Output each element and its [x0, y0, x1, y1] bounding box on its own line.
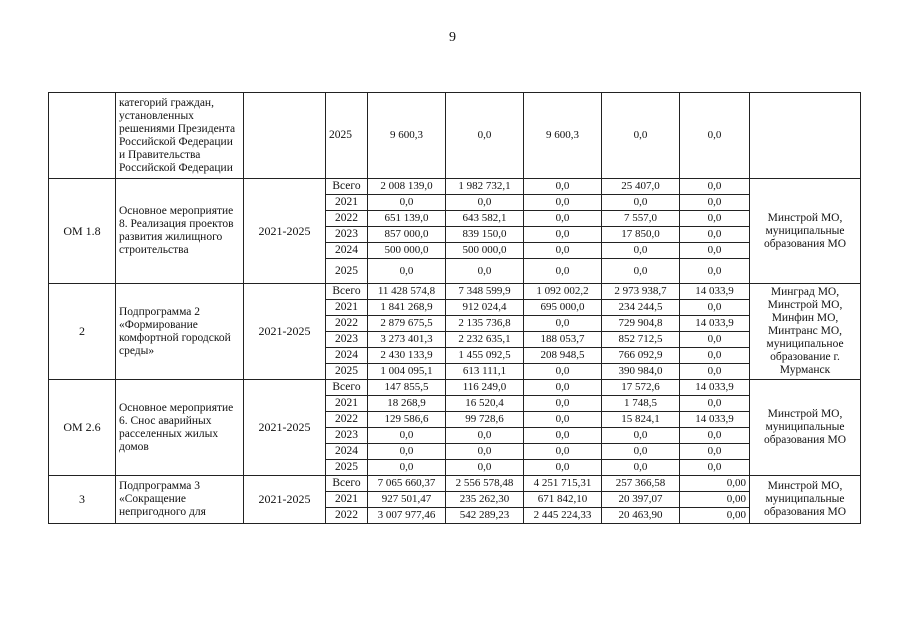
value-cell: 0,00 — [680, 476, 750, 492]
value-cell: 0,0 — [524, 444, 602, 460]
value-cell: 0,0 — [680, 428, 750, 444]
row-year: 2022 — [326, 412, 368, 428]
value-cell: 0,0 — [602, 460, 680, 476]
value-cell: 729 904,8 — [602, 316, 680, 332]
value-cell: 542 289,23 — [446, 508, 524, 524]
value-cell: 927 501,47 — [368, 492, 446, 508]
value-cell: 16 520,4 — [446, 396, 524, 412]
value-cell: 839 150,0 — [446, 227, 524, 243]
value-cell: 0,0 — [524, 396, 602, 412]
value-cell: 1 982 732,1 — [446, 179, 524, 195]
value-cell: 0,0 — [680, 348, 750, 364]
value-cell: 7 557,0 — [602, 211, 680, 227]
row-year: 2021 — [326, 396, 368, 412]
value-cell: 0,0 — [524, 227, 602, 243]
value-cell: 188 053,7 — [524, 332, 602, 348]
row-responsible: Минстрой МО, муниципальные образования МО — [750, 476, 861, 524]
value-cell: 0,0 — [524, 316, 602, 332]
row-period: 2021-2025 — [244, 284, 326, 380]
value-cell: 390 984,0 — [602, 364, 680, 380]
value-cell: 0,0 — [524, 211, 602, 227]
value-cell: 3 007 977,46 — [368, 508, 446, 524]
value-cell: 14 033,9 — [680, 316, 750, 332]
value-cell: 0,0 — [524, 259, 602, 284]
value-cell: 0,0 — [524, 380, 602, 396]
row-description: Основное мероприятие 8. Реализация проектов развития жилищного строительства — [116, 179, 244, 284]
value-cell: 671 842,10 — [524, 492, 602, 508]
value-cell: 0,00 — [680, 492, 750, 508]
row-description: Основное мероприятие 6. Снос аварийных расселенных жилых домов — [116, 380, 244, 476]
value-cell: 2 008 139,0 — [368, 179, 446, 195]
row-year: 2025 — [326, 93, 368, 179]
row-year: 2023 — [326, 428, 368, 444]
value-cell: 0,0 — [680, 259, 750, 284]
value-cell: 2 556 578,48 — [446, 476, 524, 492]
value-cell: 0,0 — [446, 93, 524, 179]
value-cell: 116 249,0 — [446, 380, 524, 396]
value-cell: 695 000,0 — [524, 300, 602, 316]
row-description: Подпрограмма 2 «Формирование комфортной городской среды» — [116, 284, 244, 380]
value-cell: 2 135 736,8 — [446, 316, 524, 332]
value-cell: 20 397,07 — [602, 492, 680, 508]
row-year: 2025 — [326, 460, 368, 476]
row-year: Всего — [326, 179, 368, 195]
value-cell: 643 582,1 — [446, 211, 524, 227]
row-year: 2021 — [326, 195, 368, 211]
value-cell: 1 455 092,5 — [446, 348, 524, 364]
row-year: Всего — [326, 284, 368, 300]
value-cell: 1 748,5 — [602, 396, 680, 412]
value-cell: 852 712,5 — [602, 332, 680, 348]
value-cell: 1 841 268,9 — [368, 300, 446, 316]
row-period — [244, 93, 326, 179]
value-cell: 0,00 — [680, 508, 750, 524]
value-cell: 2 232 635,1 — [446, 332, 524, 348]
table-row — [49, 93, 861, 179]
value-cell: 0,0 — [446, 444, 524, 460]
value-cell: 14 033,9 — [680, 380, 750, 396]
value-cell: 235 262,30 — [446, 492, 524, 508]
value-cell: 1 092 002,2 — [524, 284, 602, 300]
value-cell: 0,0 — [446, 460, 524, 476]
value-cell: 2 445 224,33 — [524, 508, 602, 524]
value-cell: 0,0 — [446, 195, 524, 211]
value-cell: 2 430 133,9 — [368, 348, 446, 364]
value-cell: 1 004 095,1 — [368, 364, 446, 380]
value-cell: 4 251 715,31 — [524, 476, 602, 492]
value-cell: 0,0 — [680, 460, 750, 476]
row-responsible: Минстрой МО, муниципальные образования МО — [750, 179, 861, 284]
value-cell: 0,0 — [446, 259, 524, 284]
value-cell: 0,0 — [602, 259, 680, 284]
value-cell: 0,0 — [680, 364, 750, 380]
value-cell: 0,0 — [680, 93, 750, 179]
row-year: 2024 — [326, 348, 368, 364]
value-cell: 613 111,1 — [446, 364, 524, 380]
value-cell: 0,0 — [446, 428, 524, 444]
value-cell: 0,0 — [524, 428, 602, 444]
value-cell: 0,0 — [368, 460, 446, 476]
value-cell: 0,0 — [368, 444, 446, 460]
row-description: Подпрограмма 3 «Сокращение непригодного для — [116, 476, 244, 524]
value-cell: 17 572,6 — [602, 380, 680, 396]
value-cell: 0,0 — [524, 460, 602, 476]
row-year: Всего — [326, 476, 368, 492]
value-cell: 0,0 — [602, 195, 680, 211]
value-cell: 651 139,0 — [368, 211, 446, 227]
value-cell: 857 000,0 — [368, 227, 446, 243]
value-cell: 99 728,6 — [446, 412, 524, 428]
value-cell: 0,0 — [368, 195, 446, 211]
row-year: 2022 — [326, 211, 368, 227]
row-code: 3 — [49, 476, 116, 524]
value-cell: 0,0 — [524, 179, 602, 195]
value-cell: 25 407,0 — [602, 179, 680, 195]
value-cell: 0,0 — [680, 444, 750, 460]
value-cell: 3 273 401,3 — [368, 332, 446, 348]
value-cell: 129 586,6 — [368, 412, 446, 428]
row-code: ОМ 2.6 — [49, 380, 116, 476]
row-year: 2022 — [326, 508, 368, 524]
value-cell: 0,0 — [680, 243, 750, 259]
value-cell: 0,0 — [680, 227, 750, 243]
value-cell: 17 850,0 — [602, 227, 680, 243]
value-cell: 7 065 660,37 — [368, 476, 446, 492]
row-period: 2021-2025 — [244, 476, 326, 524]
value-cell: 0,0 — [368, 259, 446, 284]
table-row — [49, 476, 861, 492]
row-period: 2021-2025 — [244, 179, 326, 284]
value-cell: 15 824,1 — [602, 412, 680, 428]
value-cell: 11 428 574,8 — [368, 284, 446, 300]
row-year: 2025 — [326, 364, 368, 380]
value-cell: 9 600,3 — [524, 93, 602, 179]
value-cell: 912 024,4 — [446, 300, 524, 316]
value-cell: 500 000,0 — [368, 243, 446, 259]
row-code — [49, 93, 116, 179]
value-cell: 0,0 — [524, 412, 602, 428]
table-body — [49, 93, 861, 524]
row-code: 2 — [49, 284, 116, 380]
value-cell: 2 973 938,7 — [602, 284, 680, 300]
row-year: 2024 — [326, 243, 368, 259]
row-responsible: Минград МО, Минстрой МО, Минфин МО, Минтранс МО, муниципальное образование г. Мурманск — [750, 284, 861, 380]
value-cell: 0,0 — [524, 364, 602, 380]
table-row — [49, 380, 861, 396]
value-cell: 0,0 — [602, 243, 680, 259]
value-cell: 0,0 — [680, 332, 750, 348]
value-cell: 0,0 — [524, 243, 602, 259]
value-cell: 0,0 — [602, 93, 680, 179]
value-cell: 234 244,5 — [602, 300, 680, 316]
row-year: 2023 — [326, 227, 368, 243]
value-cell: 0,0 — [680, 179, 750, 195]
value-cell: 0,0 — [680, 300, 750, 316]
row-period: 2021-2025 — [244, 380, 326, 476]
value-cell: 500 000,0 — [446, 243, 524, 259]
row-year: 2023 — [326, 332, 368, 348]
row-year: 2021 — [326, 492, 368, 508]
value-cell: 0,0 — [680, 195, 750, 211]
value-cell: 147 855,5 — [368, 380, 446, 396]
value-cell: 0,0 — [602, 428, 680, 444]
value-cell: 0,0 — [680, 211, 750, 227]
value-cell: 208 948,5 — [524, 348, 602, 364]
row-year: 2025 — [326, 259, 368, 284]
budget-table — [48, 92, 861, 524]
value-cell: 20 463,90 — [602, 508, 680, 524]
value-cell: 18 268,9 — [368, 396, 446, 412]
value-cell: 0,0 — [368, 428, 446, 444]
table-row — [49, 179, 861, 195]
row-code: ОМ 1.8 — [49, 179, 116, 284]
row-year: 2022 — [326, 316, 368, 332]
page-number: 9 — [449, 30, 456, 45]
row-responsible — [750, 93, 861, 179]
value-cell: 14 033,9 — [680, 412, 750, 428]
value-cell: 2 879 675,5 — [368, 316, 446, 332]
value-cell: 9 600,3 — [368, 93, 446, 179]
value-cell: 0,0 — [680, 396, 750, 412]
row-description: категорий граждан, установленных решениями Президента Российской Федерации и Правительства Российской Федерации — [116, 93, 244, 179]
value-cell: 766 092,9 — [602, 348, 680, 364]
value-cell: 257 366,58 — [602, 476, 680, 492]
row-year: Всего — [326, 380, 368, 396]
value-cell: 7 348 599,9 — [446, 284, 524, 300]
value-cell: 14 033,9 — [680, 284, 750, 300]
row-year: 2021 — [326, 300, 368, 316]
value-cell: 0,0 — [524, 195, 602, 211]
value-cell: 0,0 — [602, 444, 680, 460]
row-responsible: Минстрой МО, муниципальные образования МО — [750, 380, 861, 476]
row-year: 2024 — [326, 444, 368, 460]
table-row — [49, 284, 861, 300]
